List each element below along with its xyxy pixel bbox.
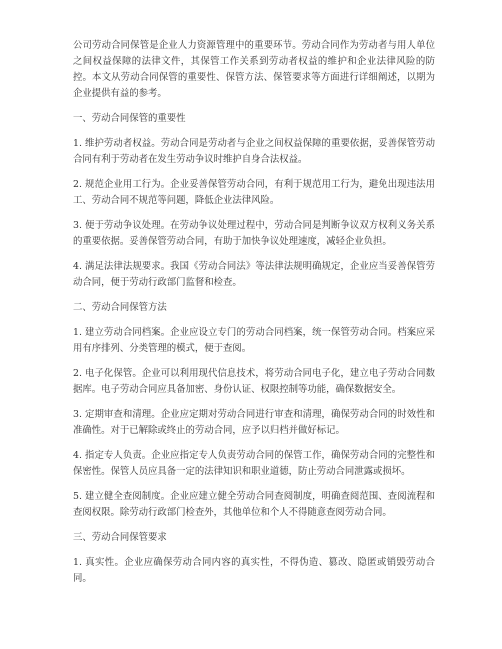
list-item: 1. 维护劳动者权益。劳动合同是劳动者与企业之间权益保障的重要依据，妥善保管劳动合同有利于劳动者在发生劳动争议时维护自身合法权益。 — [73, 138, 435, 165]
list-item: 4. 指定专人负责。企业应指定专人负责劳动合同的保管工作，确保劳动合同的完整性和保密性。保管人员应具备一定的法律知识和职业道德，防止劳动合同泄露或损坏。 — [73, 450, 435, 477]
section-requirements — [73, 530, 435, 587]
list-item: 3. 定期审查和清理。企业应定期对劳动合同进行审查和清理，确保劳动合同的时效性和准确性。对于已解除或终止的劳动合同，应予以归档并做好标记。 — [73, 409, 435, 436]
list-item: 1. 建立劳动合同档案。企业应设立专门的劳动合同档案，统一保管劳动合同。档案应采用有序排列、分类管理的模式，便于查阅。 — [73, 327, 435, 354]
section-importance — [73, 111, 435, 291]
list-item: 1. 真实性。企业应确保劳动合同内容的真实性，不得伪造、篡改、隐匿或销毁劳动合同。 — [73, 557, 435, 584]
section-heading: 一、劳动合同保管的重要性 — [73, 113, 186, 124]
section-heading: 三、劳动合同保管要求 — [73, 532, 167, 543]
document-page — [73, 38, 435, 596]
section-heading: 二、劳动合同保管方法 — [73, 302, 167, 313]
list-item: 4. 满足法律法规要求。我国《劳动合同法》等法律法规明确规定，企业应当妥善保管劳动合同，便于劳动行政部门监督和检查。 — [73, 261, 435, 288]
list-item: 3. 便于劳动争议处理。在劳动争议处理过程中，劳动合同是判断争议双方权利义务关系的重要依据。妥善保管劳动合同，有助于加快争议处理速度，减轻企业负担。 — [73, 220, 435, 247]
section-methods — [73, 300, 435, 521]
list-item: 2. 规范企业用工行为。企业妥善保管劳动合同，有利于规范用工行为，避免出现违法用工、劳动合同不规范等问题，降低企业法律风险。 — [73, 179, 435, 206]
intro-paragraph: 公司劳动合同保管是企业人力资源管理中的重要环节。劳动合同作为劳动者与用人单位之间权益保障的法律文件，其保管工作关系到劳动者权益的维护和企业法律风险的防控。本文从劳动合同保管的重要性、保管方法、保管要求等方面进行详细阐述，以期为企业提供有益的参考。 — [73, 40, 435, 99]
list-item: 5. 建立健全查阅制度。企业应建立健全劳动合同查阅制度，明确查阅范围、查阅流程和查阅权限。除劳动行政部门检查外，其他单位和个人不得随意查阅劳动合同。 — [73, 491, 435, 518]
list-item: 2. 电子化保管。企业可以利用现代信息技术，将劳动合同电子化，建立电子劳动合同数据库。电子劳动合同应具备加密、身份认证、权限控制等功能，确保数据安全。 — [73, 368, 435, 395]
